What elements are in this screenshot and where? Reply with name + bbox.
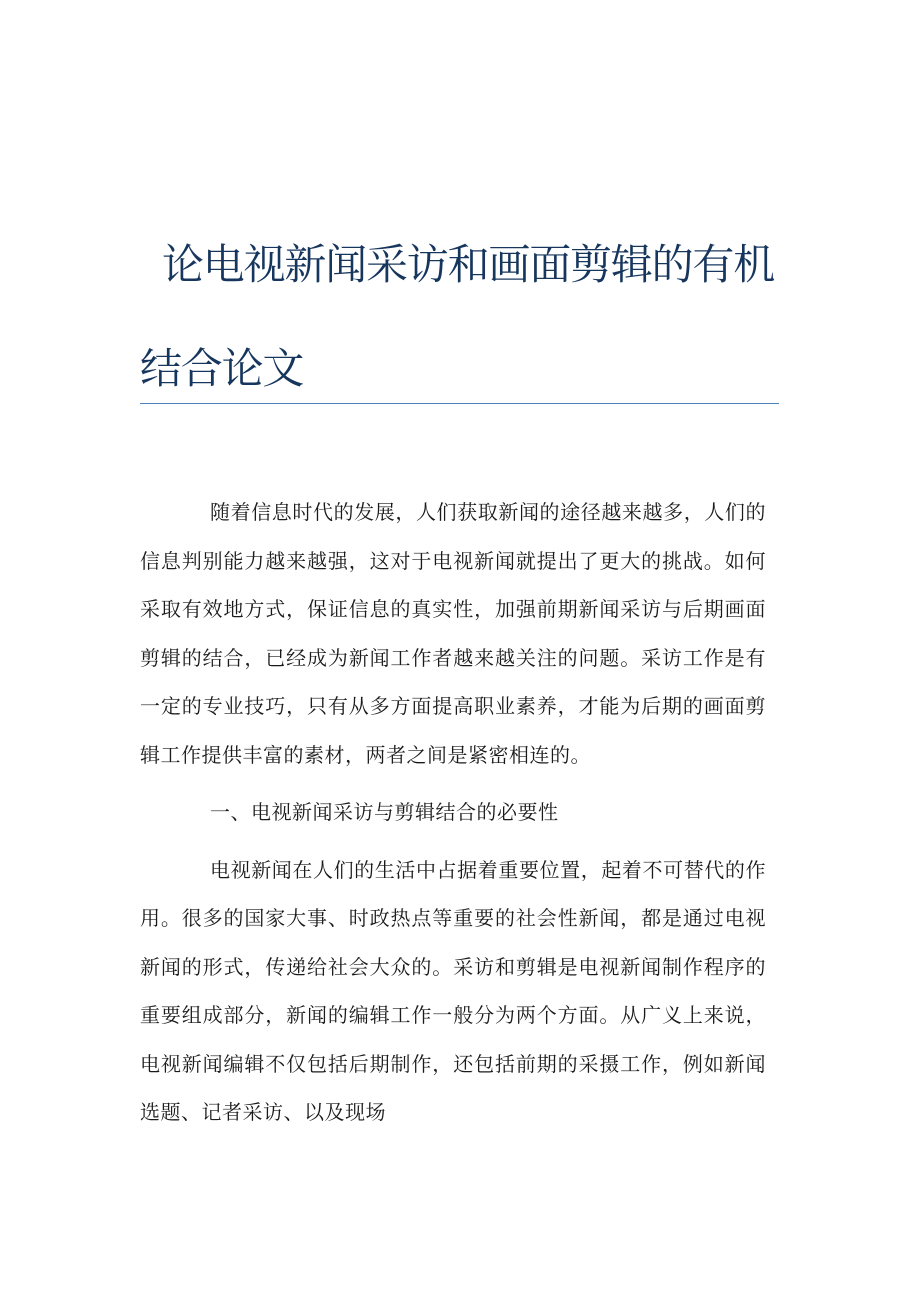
document-body bbox=[140, 488, 766, 1146]
document-title: 论电视新闻采访和画面剪辑的有机结合论文 bbox=[140, 240, 775, 393]
intro-paragraph: 随着信息时代的发展，人们获取新闻的途径越来越多，人们的信息判别能力越来越强，这对于电视新闻就提出了更大的挑战。如何采取有效地方式，保证信息的真实性，加强前期新闻采访与后期画面剪辑的结合，已经成为新闻工作者越来越关注的问题。采访工作是有一定的专业技巧，只有从多方面提高职业素养，才能为后期的画面剪辑工作提供丰富的素材，两者之间是紧密相连的。 bbox=[140, 500, 766, 767]
section-paragraph: 电视新闻在人们的生活中占据着重要位置，起着不可替代的作用。很多的国家大事、时政热点等重要的社会性新闻，都是通过电视新闻的形式，传递给社会大众的。采访和剪辑是电视新闻制作程序的重要组成部分，新闻的编辑工作一般分为两个方面。从广义上来说，电视新闻编辑不仅包括后期制作，还包括前期的采摄工作，例如新闻选题、记者采访、以及现场 bbox=[140, 857, 766, 1124]
section-heading: 一、电视新闻采访与剪辑结合的必要性 bbox=[210, 800, 559, 824]
title-divider bbox=[140, 403, 779, 404]
